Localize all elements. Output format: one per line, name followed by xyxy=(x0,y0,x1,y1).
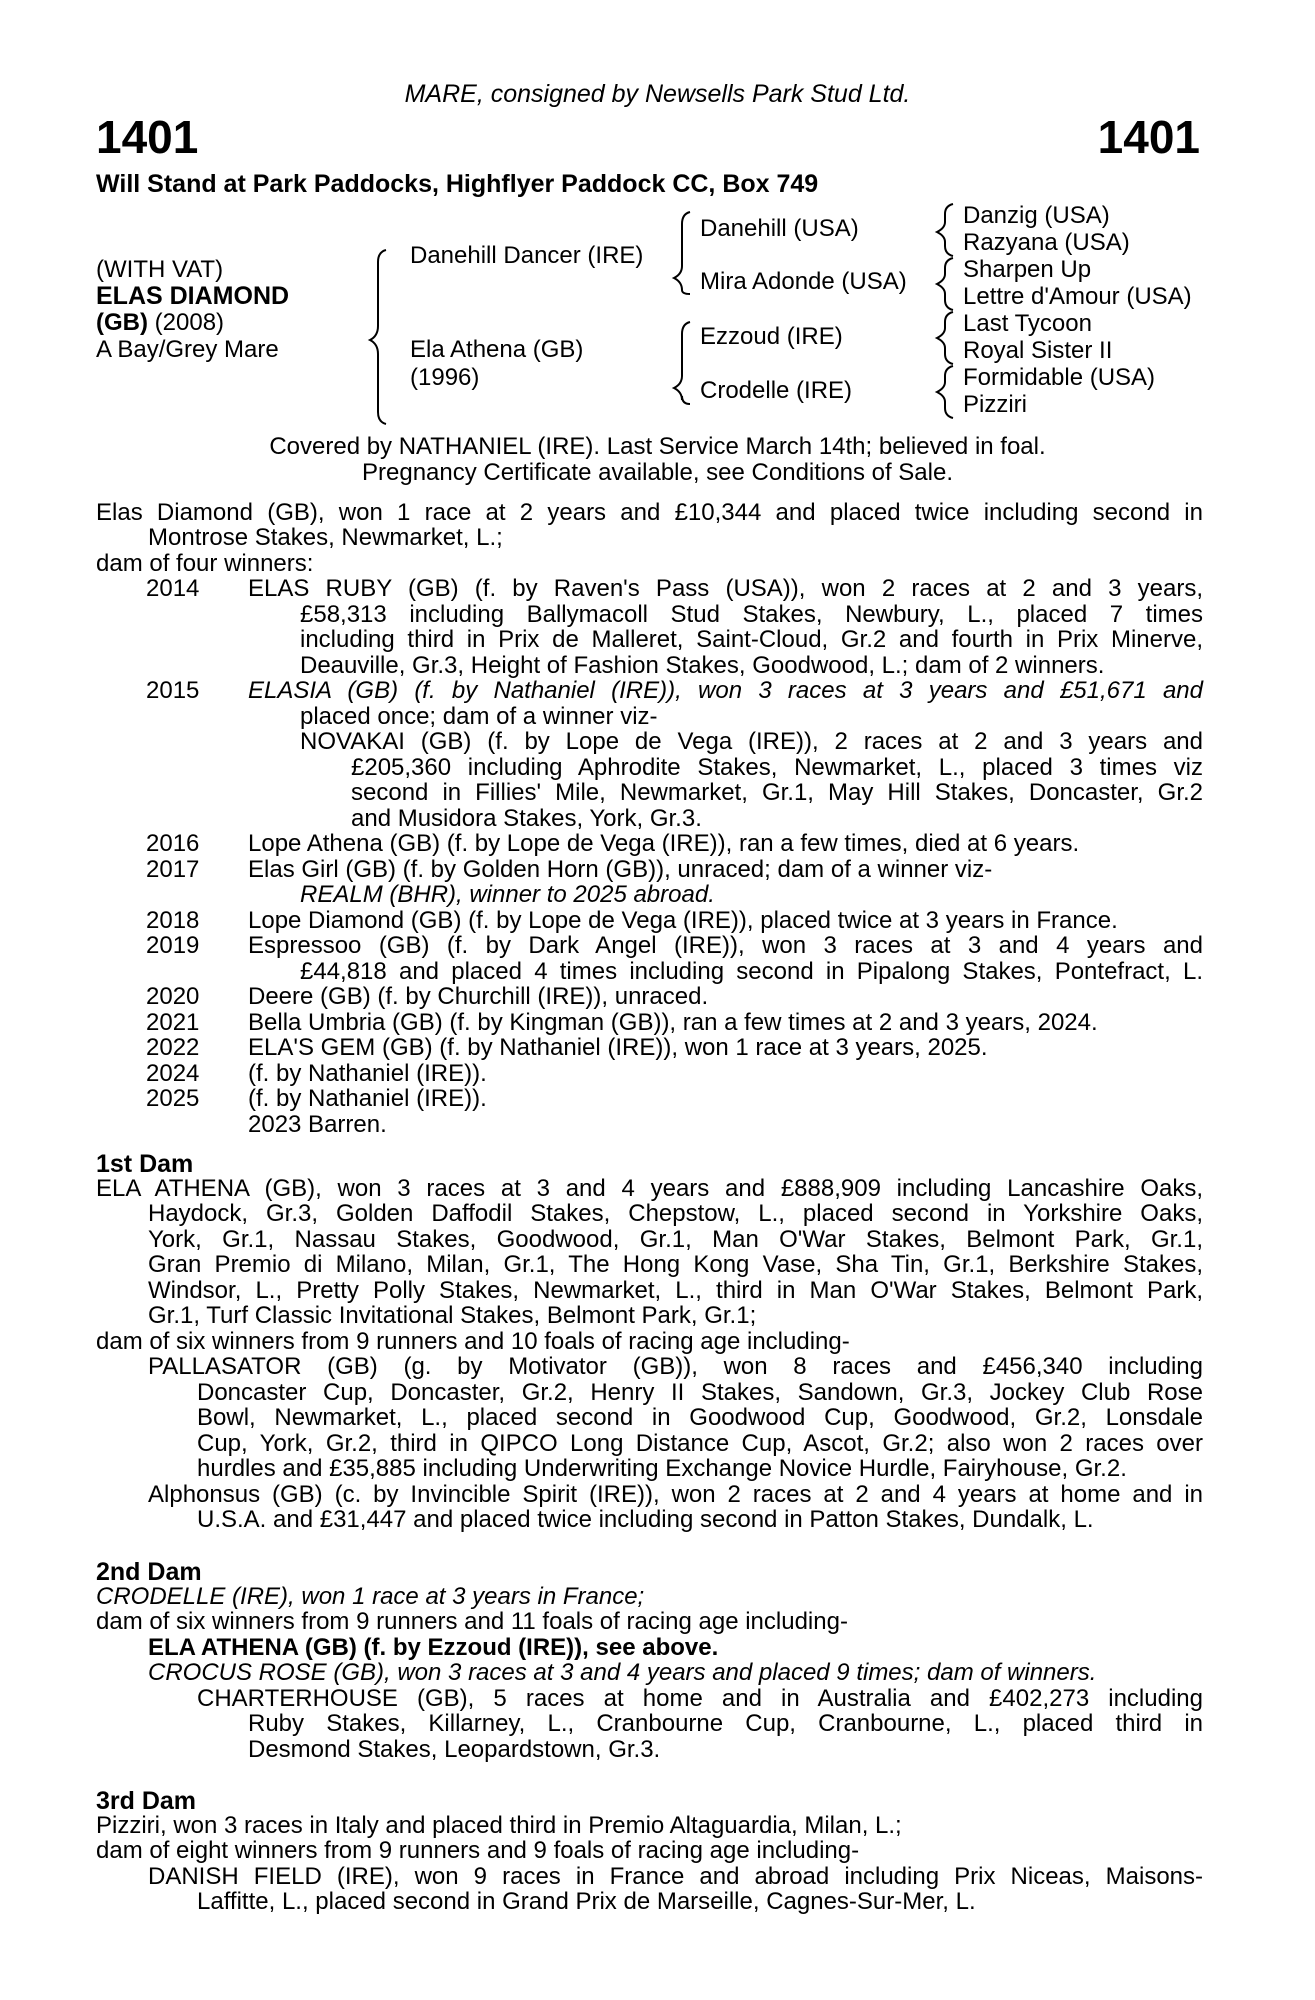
text-line: dam of six winners from 9 runners and 10 foals of racing age including- xyxy=(96,1328,850,1355)
text-line: Windsor, L., Pretty Polly Stakes, Newmarket, L., third in Man O'War Stakes, Belmont Park, xyxy=(148,1277,1203,1304)
pedigree-sire: Danehill Dancer (IRE) xyxy=(410,242,644,269)
text-line: PALLASATOR (GB) (g. by Motivator (GB)), won 8 races and £456,340 including xyxy=(148,1353,1203,1380)
text-line: Laffitte, L., placed second in Grand Prix de Marseille, Cagnes-Sur-Mer, L. xyxy=(197,1888,976,1915)
lot-number-left: 1401 xyxy=(96,111,199,163)
year-label: 2014 xyxy=(146,575,200,602)
text-line: ELA ATHENA (GB), won 3 races at 3 and 4 years and £888,909 including Lancashire Oaks, xyxy=(96,1175,1203,1202)
text-line: U.S.A. and £31,447 and placed twice including second in Patton Stakes, Dundalk, L. xyxy=(197,1506,1094,1533)
pedigree-sds: Sharpen Up xyxy=(963,256,1092,283)
pedigree-dam-sire: Ezzoud (IRE) xyxy=(700,323,843,350)
text-line: 2023 Barren. xyxy=(248,1111,387,1138)
cover-line-2: Pregnancy Certificate available, see Conditions of Sale. xyxy=(362,459,953,486)
text-line: placed once; dam of a winner viz- xyxy=(300,703,658,730)
pedigree-dam-year: (1996) xyxy=(410,364,480,391)
text-line: dam of six winners from 9 runners and 11 foals of racing age including- xyxy=(96,1608,848,1635)
text-line: hurdles and £35,885 including Underwriting Exchange Novice Hurdle, Fairyhouse, Gr.2. xyxy=(197,1455,1127,1482)
text-line: CROCUS ROSE (GB), won 3 races at 3 and 4 years and placed 9 times; dam of winners. xyxy=(148,1659,1097,1686)
pedigree-sire-sire: Danehill (USA) xyxy=(700,215,859,242)
stand-location: Will Stand at Park Paddocks, Highflyer Paddock CC, Box 749 xyxy=(96,170,819,198)
year-label: 2020 xyxy=(146,983,200,1010)
text-line: Elas Diamond (GB), won 1 race at 2 years and £10,344 and placed twice including second in xyxy=(96,499,1203,526)
consignment-line: MARE, consigned by Newsells Park Stud Ltd. xyxy=(404,80,911,108)
text-line: Alphonsus (GB) (c. by Invincible Spirit (IRE)), won 2 races at 2 and 4 years at home and in xyxy=(148,1481,1203,1508)
pedigree-sire-dam: Mira Adonde (USA) xyxy=(700,268,907,295)
text-line: Pizziri, won 3 races in Italy and placed third in Premio Altaguardia, Milan, L.; xyxy=(96,1812,902,1839)
text-line: Bowl, Newmarket, L., placed second in Goodwood Cup, Goodwood, Gr.2, Lonsdale xyxy=(197,1404,1203,1431)
horse-origin: (GB) xyxy=(96,309,148,336)
vat-note: (WITH VAT) xyxy=(96,256,224,283)
pedigree-ddd: Pizziri xyxy=(963,391,1027,418)
text-line: NOVAKAI (GB) (f. by Lope de Vega (IRE)), 2 races at 2 and 3 years and xyxy=(300,728,1203,755)
text-line: ELA ATHENA (GB) (f. by Ezzoud (IRE)), see above. xyxy=(148,1634,719,1661)
text-line: (f. by Nathaniel (IRE)). xyxy=(248,1060,487,1087)
text-line: CHARTERHOUSE (GB), 5 races at home and in Australia and £402,273 including xyxy=(197,1685,1203,1712)
pedigree-dds: Formidable (USA) xyxy=(963,364,1156,391)
text-line: Lope Diamond (GB) (f. by Lope de Vega (IRE)), placed twice at 3 years in France. xyxy=(248,907,1118,934)
section-heading-3rd-dam: 3rd Dam xyxy=(96,1787,197,1815)
text-line: £205,360 including Aphrodite Stakes, Newmarket, L., placed 3 times viz xyxy=(351,754,1203,781)
horse-name: ELAS DIAMOND xyxy=(96,282,290,310)
pedigree-dam-dam: Crodelle (IRE) xyxy=(700,377,853,404)
text-line: Haydock, Gr.3, Golden Daffodil Stakes, Chepstow, L., placed second in Yorkshire Oaks, xyxy=(148,1200,1203,1227)
text-line: Bella Umbria (GB) (f. by Kingman (GB)), ran a few times at 2 and 3 years, 2024. xyxy=(248,1009,1098,1036)
text-line: (f. by Nathaniel (IRE)). xyxy=(248,1085,487,1112)
text-line: £44,818 and placed 4 times including second in Pipalong Stakes, Pontefract, L. xyxy=(300,958,1203,985)
text-line: Montrose Stakes, Newmarket, L.; xyxy=(148,524,503,551)
pedigree-sdd: Lettre d'Amour (USA) xyxy=(963,283,1192,310)
text-line: DANISH FIELD (IRE), won 9 races in France and abroad including Prix Niceas, Maisons- xyxy=(148,1863,1203,1890)
year-label: 2019 xyxy=(146,932,200,959)
year-label: 2025 xyxy=(146,1085,200,1112)
pedigree-sss: Danzig (USA) xyxy=(963,202,1110,229)
pedigree-dam: Ela Athena (GB) xyxy=(410,336,584,363)
text-line: Gr.1, Turf Classic Invitational Stakes, Belmont Park, Gr.1; xyxy=(148,1302,757,1329)
text-line: dam of four winners: xyxy=(96,550,314,577)
section-heading-1st-dam: 1st Dam xyxy=(96,1150,194,1178)
text-line: ELA'S GEM (GB) (f. by Nathaniel (IRE)), won 1 race at 3 years, 2025. xyxy=(248,1034,988,1061)
text-line: Deere (GB) (f. by Churchill (IRE)), unraced. xyxy=(248,983,709,1010)
text-line: ELAS RUBY (GB) (f. by Raven's Pass (USA)), won 2 races at 2 and 3 years, xyxy=(248,575,1203,602)
text-line: Espressoo (GB) (f. by Dark Angel (IRE)), won 3 races at 3 and 4 years and xyxy=(248,932,1203,959)
text-line: dam of eight winners from 9 runners and 9 foals of racing age including- xyxy=(96,1837,860,1864)
text-line: second in Fillies' Mile, Newmarket, Gr.1, May Hill Stakes, Doncaster, Gr.2 xyxy=(351,779,1203,806)
text-line: Gran Premio di Milano, Milan, Gr.1, The Hong Kong Vase, Sha Tin, Gr.1, Berkshire Stakes, xyxy=(148,1251,1203,1278)
text-line: Elas Girl (GB) (f. by Golden Horn (GB)), unraced; dam of a winner viz- xyxy=(248,856,993,883)
lot-number-right: 1401 xyxy=(1097,111,1200,163)
text-line: REALM (BHR), winner to 2025 abroad. xyxy=(300,881,715,908)
year-label: 2015 xyxy=(146,677,200,704)
horse-description: A Bay/Grey Mare xyxy=(96,336,279,363)
text-line: Desmond Stakes, Leopardstown, Gr.3. xyxy=(248,1736,661,1763)
cover-line-1: Covered by NATHANIEL (IRE). Last Service March 14th; believed in foal. xyxy=(269,433,1046,460)
text-line: and Musidora Stakes, York, Gr.3. xyxy=(351,805,702,832)
text-line: York, Gr.1, Nassau Stakes, Goodwood, Gr.1, Man O'War Stakes, Belmont Park, Gr.1, xyxy=(148,1226,1203,1253)
text-line: Lope Athena (GB) (f. by Lope de Vega (IRE)), ran a few times, died at 6 years. xyxy=(248,830,1080,857)
text-line: including third in Prix de Malleret, Saint-Cloud, Gr.2 and fourth in Prix Minerve, xyxy=(300,626,1203,653)
text-line: Doncaster Cup, Doncaster, Gr.2, Henry II Stakes, Sandown, Gr.3, Jockey Club Rose xyxy=(197,1379,1203,1406)
year-label: 2016 xyxy=(146,830,200,857)
pedigree-dss: Last Tycoon xyxy=(963,310,1092,337)
year-label: 2018 xyxy=(146,907,200,934)
horse-year: (2008) xyxy=(154,309,225,336)
text-line: Deauville, Gr.3, Height of Fashion Stakes, Goodwood, L.; dam of 2 winners. xyxy=(300,652,1105,679)
text-line: ELASIA (GB) (f. by Nathaniel (IRE)), won 3 races at 3 years and £51,671 and xyxy=(248,677,1203,704)
pedigree-dsd: Royal Sister II xyxy=(963,337,1113,364)
year-label: 2021 xyxy=(146,1009,200,1036)
year-label: 2024 xyxy=(146,1060,200,1087)
section-heading-2nd-dam: 2nd Dam xyxy=(96,1558,202,1586)
text-line: CRODELLE (IRE), won 1 race at 3 years in France; xyxy=(96,1583,645,1610)
year-label: 2022 xyxy=(146,1034,200,1061)
text-line: Ruby Stakes, Killarney, L., Cranbourne Cup, Cranbourne, L., placed third in xyxy=(248,1710,1203,1737)
pedigree-ssd: Razyana (USA) xyxy=(963,229,1130,256)
text-line: Cup, York, Gr.2, third in QIPCO Long Distance Cup, Ascot, Gr.2; also won 2 races over xyxy=(197,1430,1203,1457)
text-line: £58,313 including Ballymacoll Stud Stakes, Newbury, L., placed 7 times xyxy=(300,601,1203,628)
year-label: 2017 xyxy=(146,856,200,883)
